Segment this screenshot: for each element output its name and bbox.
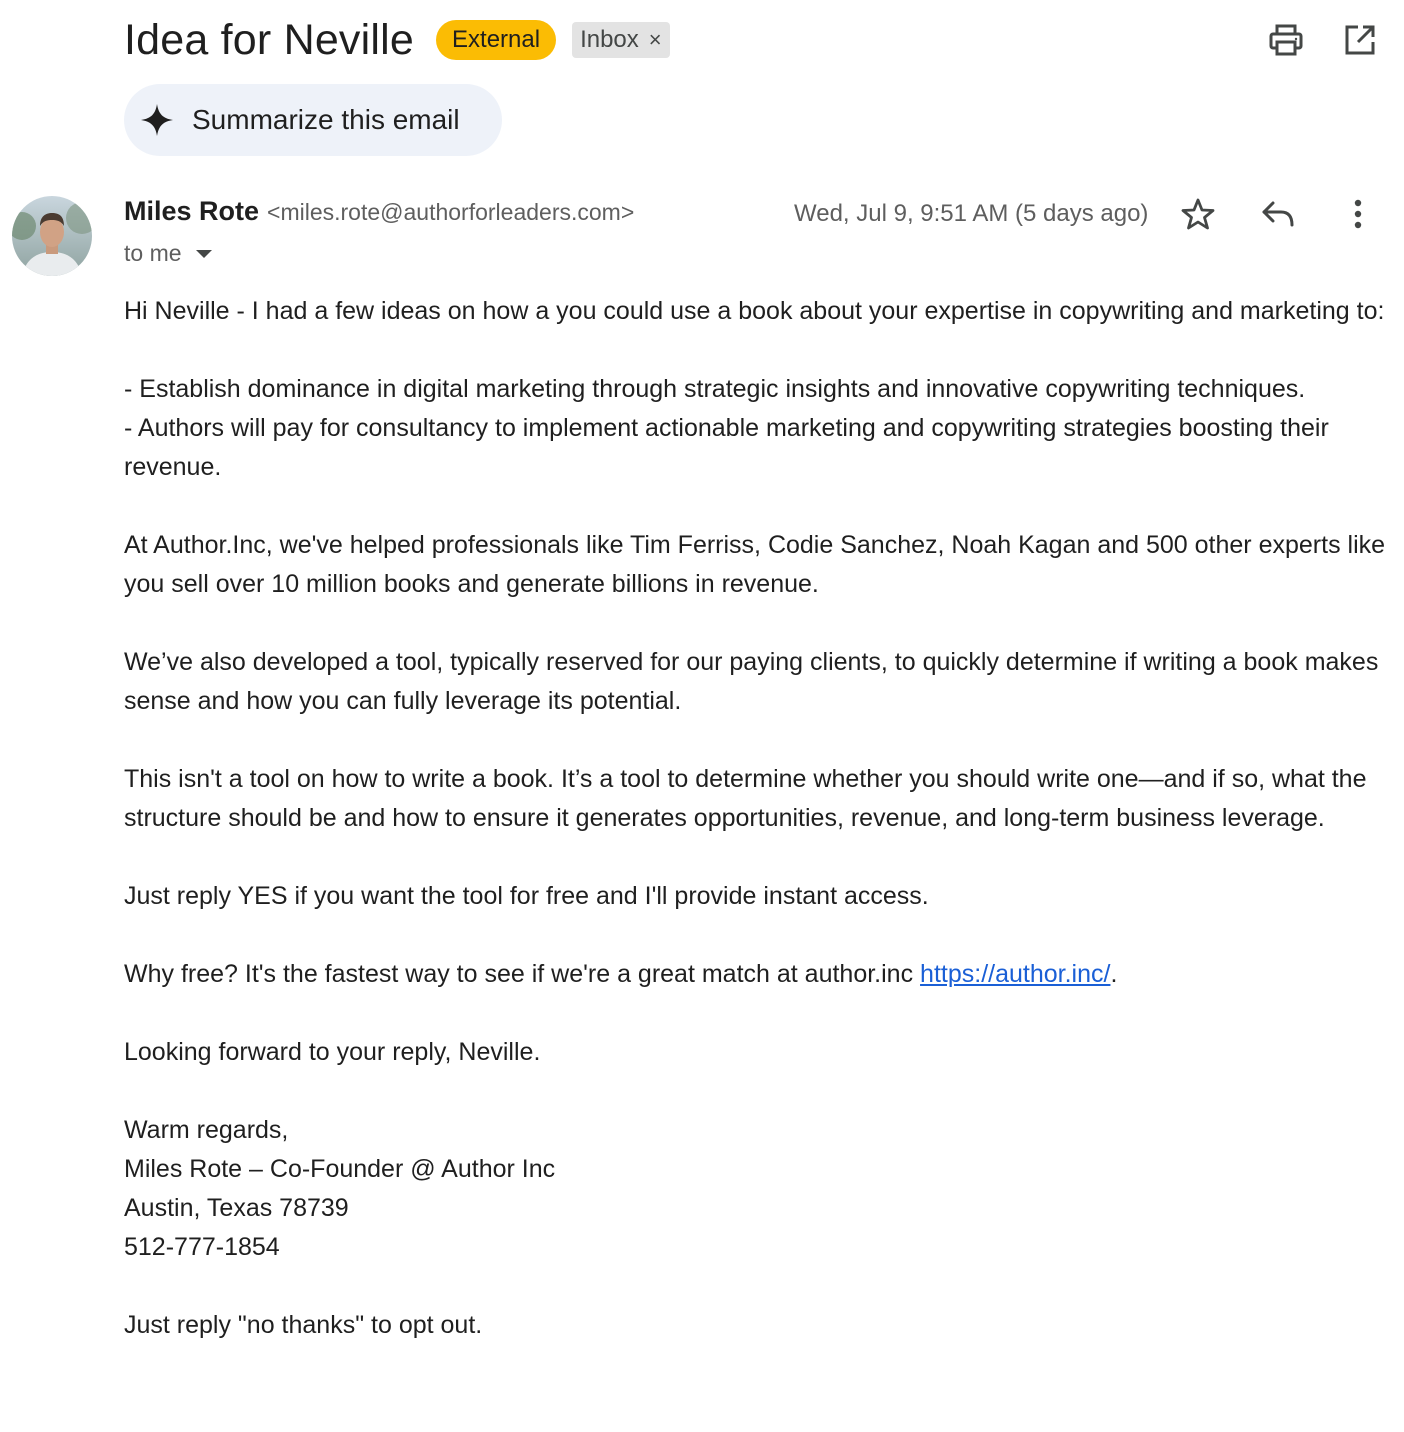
signature-greeting: Warm regards,: [124, 1116, 289, 1144]
more-vert-icon: [1353, 199, 1363, 229]
body-paragraph: Just reply YES if you want the tool for free and I'll provide instant access.: [124, 882, 929, 910]
signature: [124, 1111, 1394, 1267]
body-paragraph: At Author.Inc, we've helped professionals like Tim Ferriss, Codie Sanchez, Noah Kagan and 500 other experts like you sell over 10 million books and generate billions in revenue.: [124, 531, 1386, 598]
external-badge: External: [436, 20, 556, 60]
sparkle-icon: [140, 103, 174, 137]
signature-location: Austin, Texas 78739: [124, 1194, 349, 1222]
body-paragraph-with-link: [124, 955, 1394, 994]
print-button[interactable]: [1268, 22, 1304, 58]
signature-phone: 512-777-1854: [124, 1233, 280, 1261]
printer-icon: [1269, 24, 1303, 56]
body-paragraph: Looking forward to your reply, Neville.: [124, 1038, 541, 1066]
body-paragraph: We’ve also developed a tool, typically reserved for our paying clients, to quickly determine if writing a book makes sense and how you can fully leverage its potential.: [124, 648, 1379, 715]
subject-row: [124, 12, 670, 68]
top-actions: [1268, 22, 1378, 58]
star-button[interactable]: [1180, 196, 1216, 232]
body-bullets: [124, 370, 1394, 487]
star-icon: [1181, 197, 1215, 231]
body-intro: Hi Neville - I had a few ideas on how a you could use a book about your expertise in copywriting and marketing to:: [124, 297, 1385, 325]
open-in-new-icon: [1344, 24, 1376, 56]
reply-icon: [1261, 199, 1295, 229]
message-actions: [1180, 196, 1376, 232]
reply-button[interactable]: [1260, 196, 1296, 232]
recipient-details-toggle[interactable]: [124, 240, 212, 267]
sender-line: [124, 196, 634, 236]
inbox-label-text: Inbox: [580, 26, 639, 53]
recipient-label: to me: [124, 240, 182, 266]
more-options-button[interactable]: [1340, 196, 1376, 232]
bullet-item: - Establish dominance in digital marketing through strategic insights and innovative copywriting techniques.: [124, 375, 1306, 403]
sender-email: <miles.rote@authorforleaders.com>: [267, 199, 635, 225]
sender-name[interactable]: Miles Rote: [124, 196, 260, 226]
email-subject: Idea for Neville: [124, 15, 415, 64]
author-inc-link[interactable]: https://author.inc/: [920, 960, 1111, 988]
avatar-photo: [12, 196, 92, 276]
chevron-down-icon: [196, 250, 212, 258]
email-body: [124, 292, 1394, 1345]
message-date: Wed, Jul 9, 9:51 AM (5 days ago): [794, 200, 1149, 227]
body-paragraph: This isn't a tool on how to write a book. It’s a tool to determine whether you should write one—and if so, what the structure should be and how to ensure it generates opportunities, revenue, and long-term business leverage.: [124, 765, 1367, 832]
inbox-label-chip[interactable]: [572, 22, 670, 58]
bullet-item: - Authors will pay for consultancy to implement actionable marketing and copywriting strategies boosting their revenue.: [124, 414, 1329, 481]
opt-out-note: Just reply "no thanks" to opt out.: [124, 1311, 483, 1339]
open-in-new-window-button[interactable]: [1342, 22, 1378, 58]
body-text: Why free? It's the fastest way to see if we're a great match at author.inc: [124, 960, 921, 988]
sender-avatar[interactable]: [12, 196, 92, 276]
signature-name: Miles Rote – Co-Founder @ Author Inc: [124, 1155, 556, 1183]
summarize-label: Summarize this email: [192, 104, 460, 135]
summarize-email-button[interactable]: [124, 84, 502, 156]
remove-label-icon[interactable]: ×: [648, 27, 662, 52]
body-text: .: [1110, 960, 1118, 988]
